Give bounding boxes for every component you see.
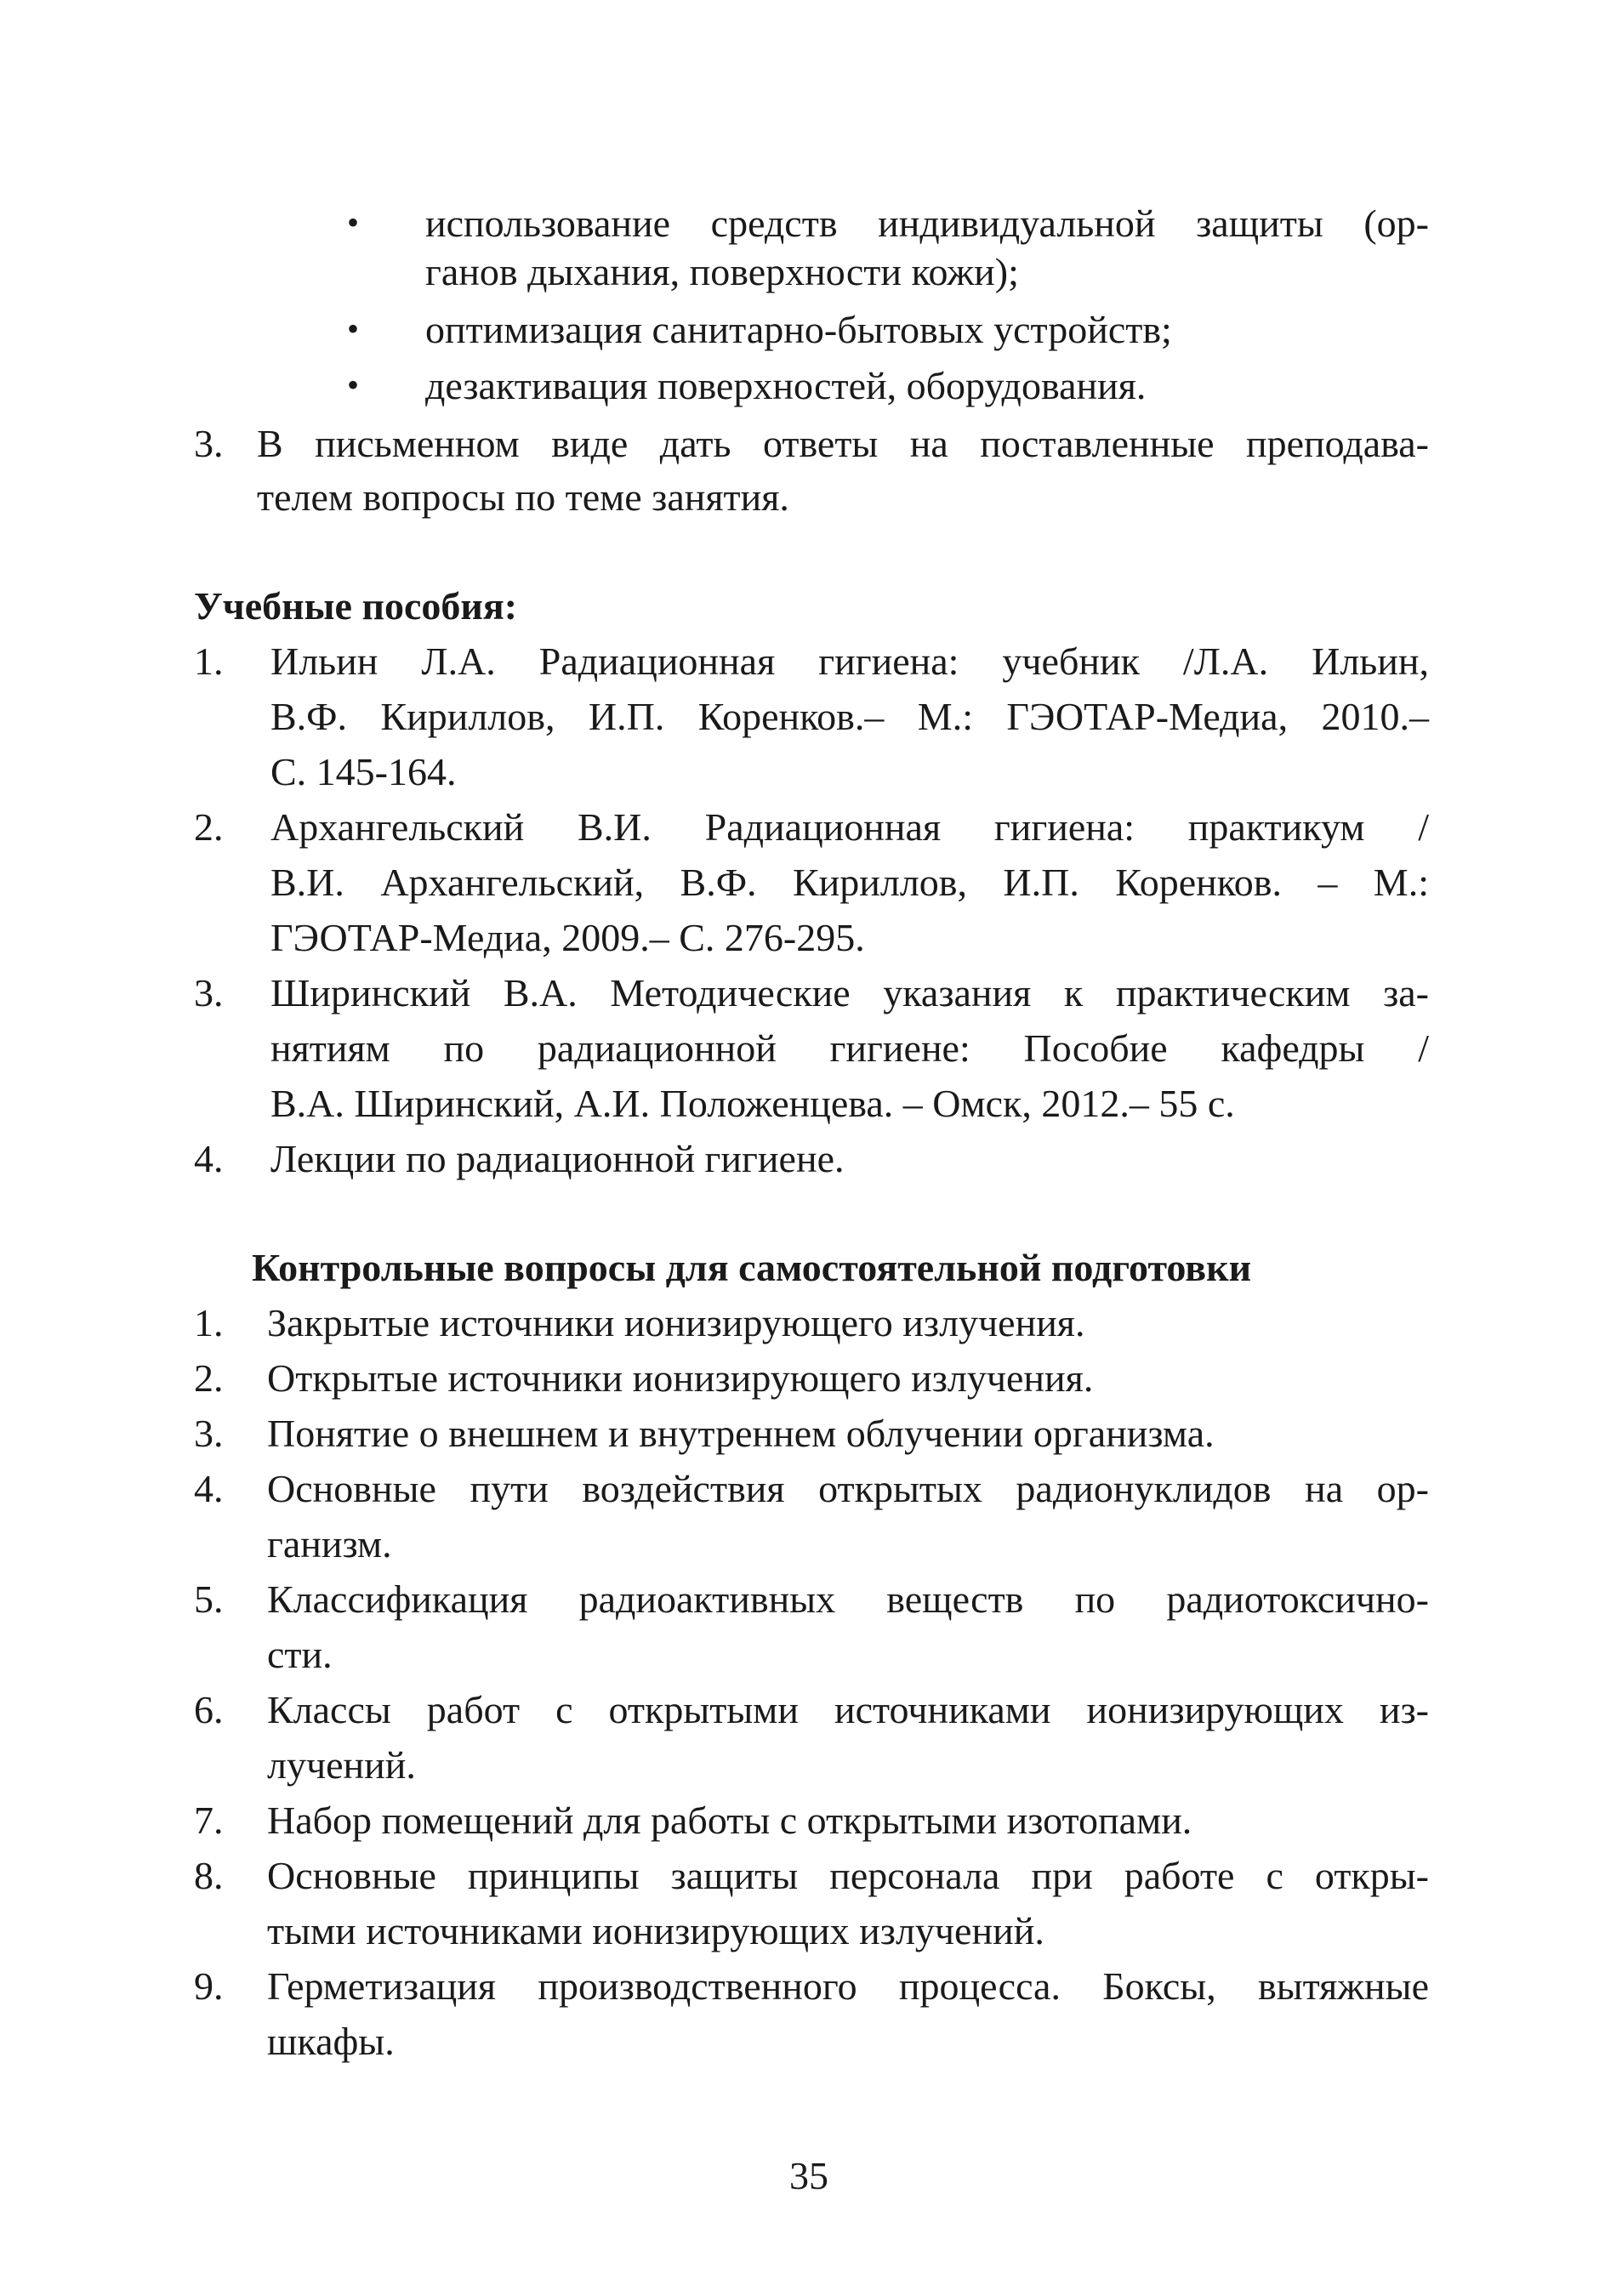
list-text-line: телем вопросы по теме занятия. (257, 475, 789, 519)
list-number: 8. (194, 1854, 224, 1897)
list-text-line: Ильин Л.А. Радиационная гигиена: учебник /Л.А. Ильин, (270, 639, 1429, 683)
list-number: 4. (194, 1137, 224, 1180)
list-text-line: Лекции по радиационной гигиене. (270, 1137, 845, 1180)
list-text-line: Набор помещений для работы с открытыми изотопами. (267, 1799, 1192, 1842)
list-text-line: Понятие о внешнем и внутреннем облучении организма. (267, 1412, 1215, 1455)
list-text-line: Закрытые источники ионизирующего излучения. (267, 1301, 1085, 1344)
list-number: 2. (194, 805, 224, 849)
section-heading: Контрольные вопросы для самостоятельной подготовки (252, 1246, 1252, 1289)
bullet-text-line: дезактивация поверхностей, оборудования. (425, 364, 1147, 407)
list-text-line: В.А. Ширинский, А.И. Положенцева. – Омск, 2012.– 55 с. (270, 1082, 1235, 1125)
list-text-line: лучений. (267, 1743, 416, 1787)
list-number: 3. (194, 1412, 224, 1455)
list-number: 6. (194, 1688, 224, 1731)
list-number: 5. (194, 1577, 224, 1621)
list-text-line: ганизм. (267, 1522, 392, 1566)
bullet-marker: • (347, 310, 360, 348)
list-text-line: Архангельский В.И. Радиационная гигиена: практикум / (270, 805, 1429, 849)
list-text-line: Классификация радиоактивных веществ по радиотоксично- (267, 1577, 1429, 1621)
list-text-line: тыми источниками ионизирующих излучений. (267, 1909, 1044, 1952)
list-number: 9. (194, 1964, 224, 2008)
list-text-line: Основные пути воздействия открытых радионуклидов на ор- (267, 1467, 1429, 1510)
list-text-line: Основные принципы защиты персонала при работе с откры- (267, 1854, 1429, 1897)
page-number: 35 (789, 2154, 828, 2197)
list-text-line: В письменном виде дать ответы на поставленные преподава- (257, 422, 1429, 465)
list-text-line: Открытые источники ионизирующего излучения. (267, 1356, 1094, 1400)
list-number: 1. (194, 1301, 224, 1344)
list-number: 3. (194, 971, 224, 1014)
list-text-line: Ширинский В.А. Методические указания к практическим за- (270, 971, 1429, 1014)
list-number: 2. (194, 1356, 224, 1400)
list-text-line: В.И. Архангельский, В.Ф. Кириллов, И.П. Коренков. – М.: (270, 861, 1429, 904)
section-heading: Учебные пособия: (194, 584, 518, 628)
list-number: 7. (194, 1799, 224, 1842)
list-text-line: С. 145-164. (270, 750, 457, 793)
list-number: 1. (194, 639, 224, 683)
list-number: 3. (194, 422, 224, 465)
list-text-line: шкафы. (267, 2020, 395, 2063)
list-number: 4. (194, 1467, 224, 1510)
bullet-text-line: оптимизация санитарно-бытовых устройств; (425, 308, 1172, 351)
list-text-line: ГЭОТАР-Медиа, 2009.– С. 276-295. (270, 916, 865, 959)
bullet-text-line: ганов дыхания, поверхности кожи); (425, 250, 1019, 293)
list-text-line: нятиям по радиационной гигиене: Пособие кафедры / (270, 1026, 1429, 1070)
bullet-marker: • (347, 203, 360, 242)
list-text-line: сти. (267, 1633, 333, 1676)
bullet-marker: • (347, 366, 360, 404)
list-text-line: В.Ф. Кириллов, И.П. Коренков.– М.: ГЭОТАР-Медиа, 2010.– (270, 695, 1429, 738)
list-text-line: Классы работ с открытыми источниками ионизирующих из- (267, 1688, 1429, 1731)
list-text-line: Герметизация производственного процесса. Боксы, вытяжные (267, 1964, 1429, 2008)
bullet-text-line: использование средств индивидуальной защиты (ор- (425, 202, 1429, 245)
